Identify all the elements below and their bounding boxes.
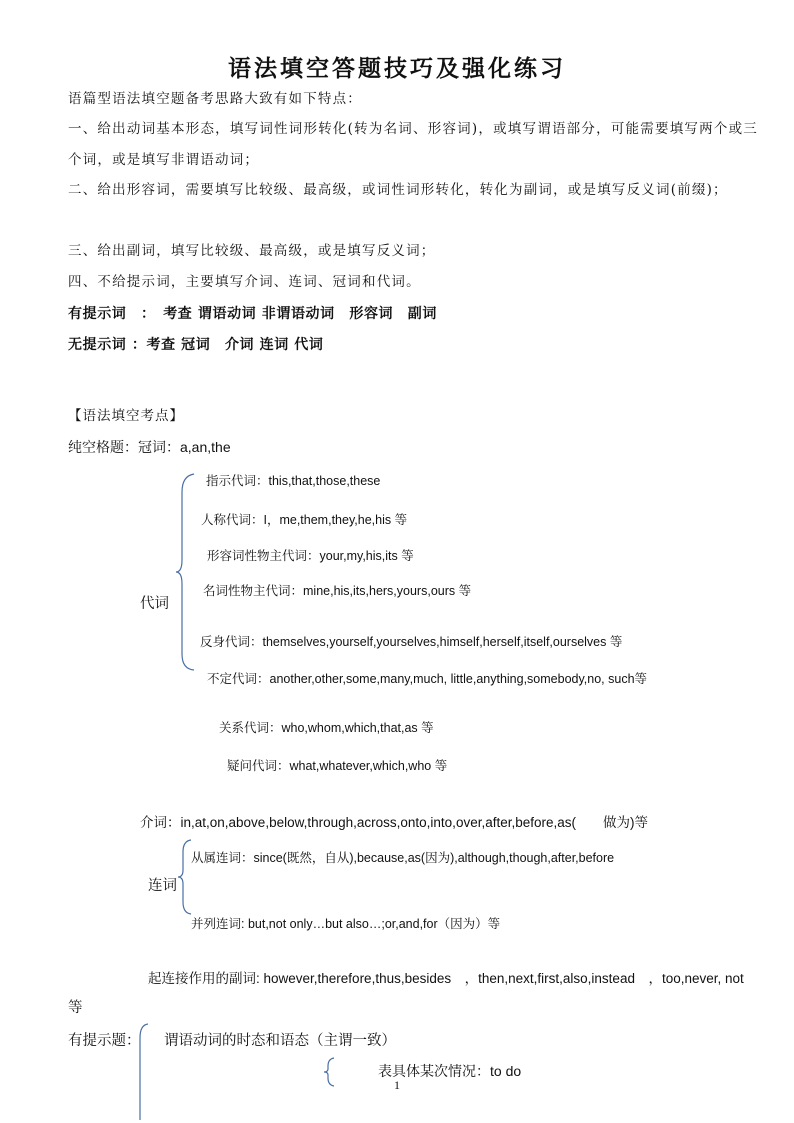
connective-adverbs: 起连接作用的副词: however,therefore,thus,besides ，then,next,first,also,instead ，too,never, not [148,971,744,986]
point-2: 二、给出形容词，需要填写比较级、最高级，或词性词形转化，转化为副词，或是填写反义词(前缀)； [68,182,728,198]
coordinate-conjunctions: 并列连词: but,not only…but also…;or,and,for（因为）等 [191,917,501,931]
hint-words-line: 有提示词 ： 考查 谓语动词 非谓语动词 形容词 副词 [68,306,437,322]
pure-blank-articles: 纯空格题：冠词：a,an,the [68,439,231,455]
connective-adverbs-continued: 等 [68,1000,83,1016]
point-1: 一、给出动词基本形态，填写词性词形转化(转为名词、形容词)，或填写谓语部分，可能需要填写两个或三个词，或是填写非谓语动词； [68,121,758,168]
interrogative-pronouns: 疑问代词：what,whatever,which,who 等 [227,759,448,773]
no-hint-words-line: 无提示词 ：考查 冠词 介词 连词 代词 [68,337,324,353]
noun-possessive-pronouns: 名词性物主代词：mine,his,its,hers,yours,ours 等 [203,584,472,598]
relative-pronouns: 关系代词：who,whom,which,that,as 等 [219,721,434,735]
prepositions: 介词：in,at,on,above,below,through,across,onto,into,over,after,before,as( 做为)等 [140,815,649,830]
intro-text: 语篇型语法填空题备考思路大致有如下特点： [68,91,362,107]
hint-question-label: 有提示题： [68,1033,141,1049]
personal-pronouns: 人称代词：I，me,them,they,he,his 等 [201,513,408,527]
point-4: 四、不给提示词，主要填写介词、连词、冠词和代词。 [68,274,421,290]
section-heading: 【语法填空考点】 [68,408,184,424]
conjunction-label: 连词 [148,878,177,894]
pronoun-brace [174,472,198,672]
reflexive-pronouns: 反身代词：themselves,yourself,yourselves,himself,herself,itself,ourselves 等 [200,635,623,649]
demonstrative-pronouns: 指示代词：this,that,those,these [206,474,381,488]
hint-question-brace [134,1022,150,1123]
page-number: 1 [394,1078,400,1092]
indefinite-pronouns: 不定代词：another,other,some,many,much, little,anything,somebody,no, such等 [207,672,648,686]
specific-case-item: 表具体某次情况：to do [378,1063,522,1079]
point-3: 三、给出副词，填写比较级、最高级，或是填写反义词； [68,243,436,259]
subordinate-conjunctions: 从属连词：since(既然，自从),because,as(因为),although,though,after,before [191,851,615,865]
pronoun-label: 代词 [140,596,169,612]
page-title: 语法填空答题技巧及强化练习 [228,55,566,82]
adjective-possessive-pronouns: 形容词性物主代词：your,my,his,its 等 [207,549,414,563]
predicate-tense-voice: 谓语动词的时态和语态（主谓一致） [164,1033,396,1049]
